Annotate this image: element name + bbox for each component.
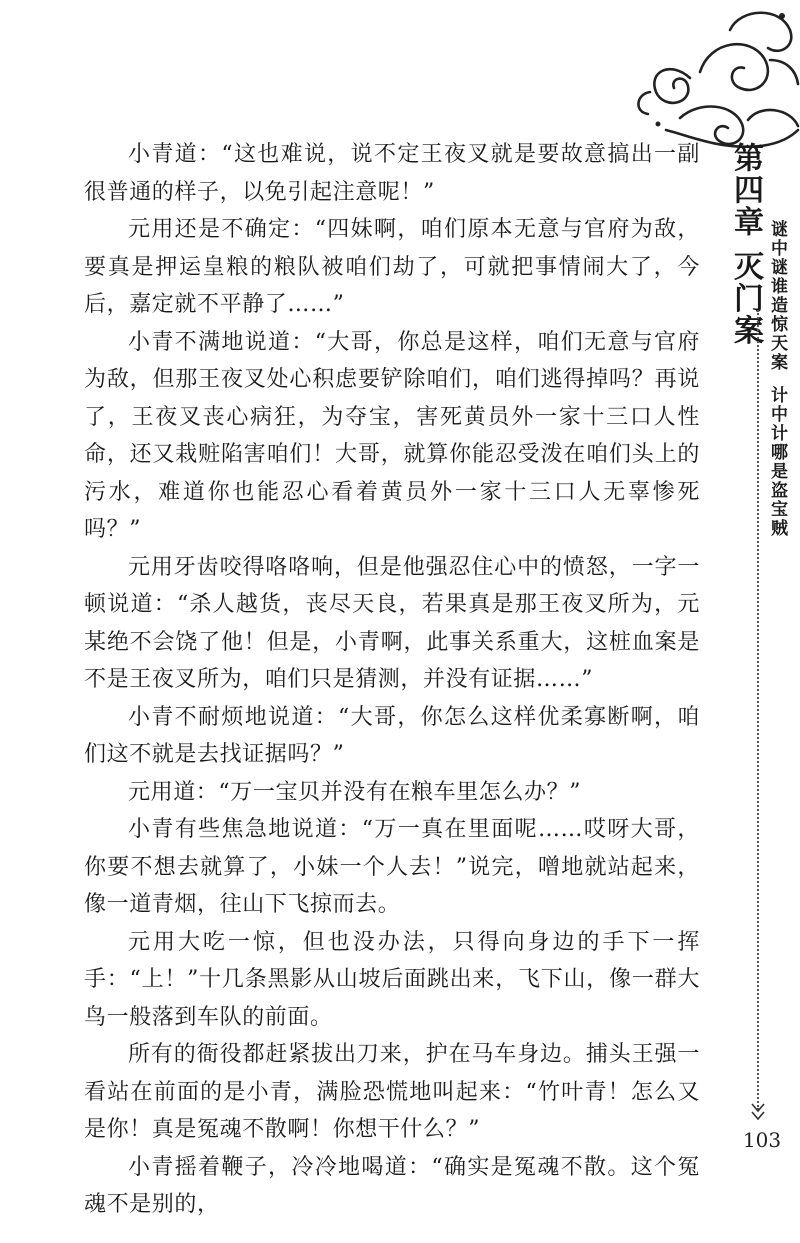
- chapter-subtitle: [766, 220, 788, 538]
- paragraph: 元用还是不确定：“四妹啊，咱们原本无意与官府为敌，要真是押运皇粮的粮队被咱们劫了，可就把事情闹大了，今后，嘉定就不平静了……”: [84, 217, 700, 317]
- page-number: 103: [742, 1128, 782, 1152]
- paragraph: 小青道：“这也难说，说不定王夜叉就是要故意搞出一副很普通的样子，以免引起注意呢！”: [84, 142, 700, 205]
- paragraph: 元用大吃一惊，但也没办法，只得向身边的手下一挥手：“上！”十几条黑影从山坡后面跳出来，飞下山，像一群大鸟一般落到车队的前面。: [84, 929, 700, 1030]
- paragraph: 小青不满地说道：“大哥，你总是这样，咱们无意与官府为敌，但那王夜叉处心积虑要铲除咱们，咱们逃得掉吗？再说了，王夜叉丧心病狂，为夺宝，害死黄员外一家十三口人性命，还又栽赃陷害咱们！大哥，就算你能忍受泼在咱们头上的污水，难道你也能忍心看着黄员外一家十三口人无辜惨死吗？”: [84, 329, 700, 542]
- chapter-number: 第四章: [728, 142, 763, 238]
- paragraph: 小青有些焦急地说道：“万一真在里面呢……哎呀大哥，你要不想去就算了，小妹一个人去！”说完，噌地就站起来，像一道青烟，往山下飞掠而去。: [84, 817, 700, 917]
- dotted-divider: [757, 310, 759, 1110]
- subtitle-part-2: 计中计哪是盗宝贼: [767, 386, 787, 538]
- paragraph: 元用道：“万一宝贝并没有在粮车里怎么办？”: [128, 779, 582, 805]
- chapter-title: 灭门案: [728, 250, 763, 347]
- subtitle-part-1: 谜中谜谁造惊天案: [767, 220, 787, 372]
- paragraph: 小青不耐烦地说道：“大哥，你怎么这样优柔寡断啊，咱们这不就是去找证据吗？”: [84, 704, 700, 767]
- paragraph: 小青摇着鞭子，冷冷地喝道：“确实是冤魂不散。这个冤魂不是别的，: [84, 1154, 700, 1217]
- chevron-down-icon: [750, 1102, 766, 1122]
- body-text: [84, 136, 700, 1224]
- paragraph: 元用牙齿咬得咯咯响，但是他强忍住心中的愤怒，一字一顿说道：“杀人越货，丧尽天良，若果真是那王夜叉所为，元某绝不会饶了他！但是，小青啊，此事关系重大，这桩血案是不是王夜叉所为，咱们只是猜测，并没有证据……”: [84, 554, 700, 692]
- paragraph: 所有的衙役都赶紧拔出刀来，护在马车身边。捕头王强一看站在前面的是小青，满脸恐慌地叫起来：“竹叶青！怎么又是你！真是冤魂不散啊！你想干什么？”: [84, 1042, 700, 1142]
- chapter-sidebar: [726, 142, 800, 1162]
